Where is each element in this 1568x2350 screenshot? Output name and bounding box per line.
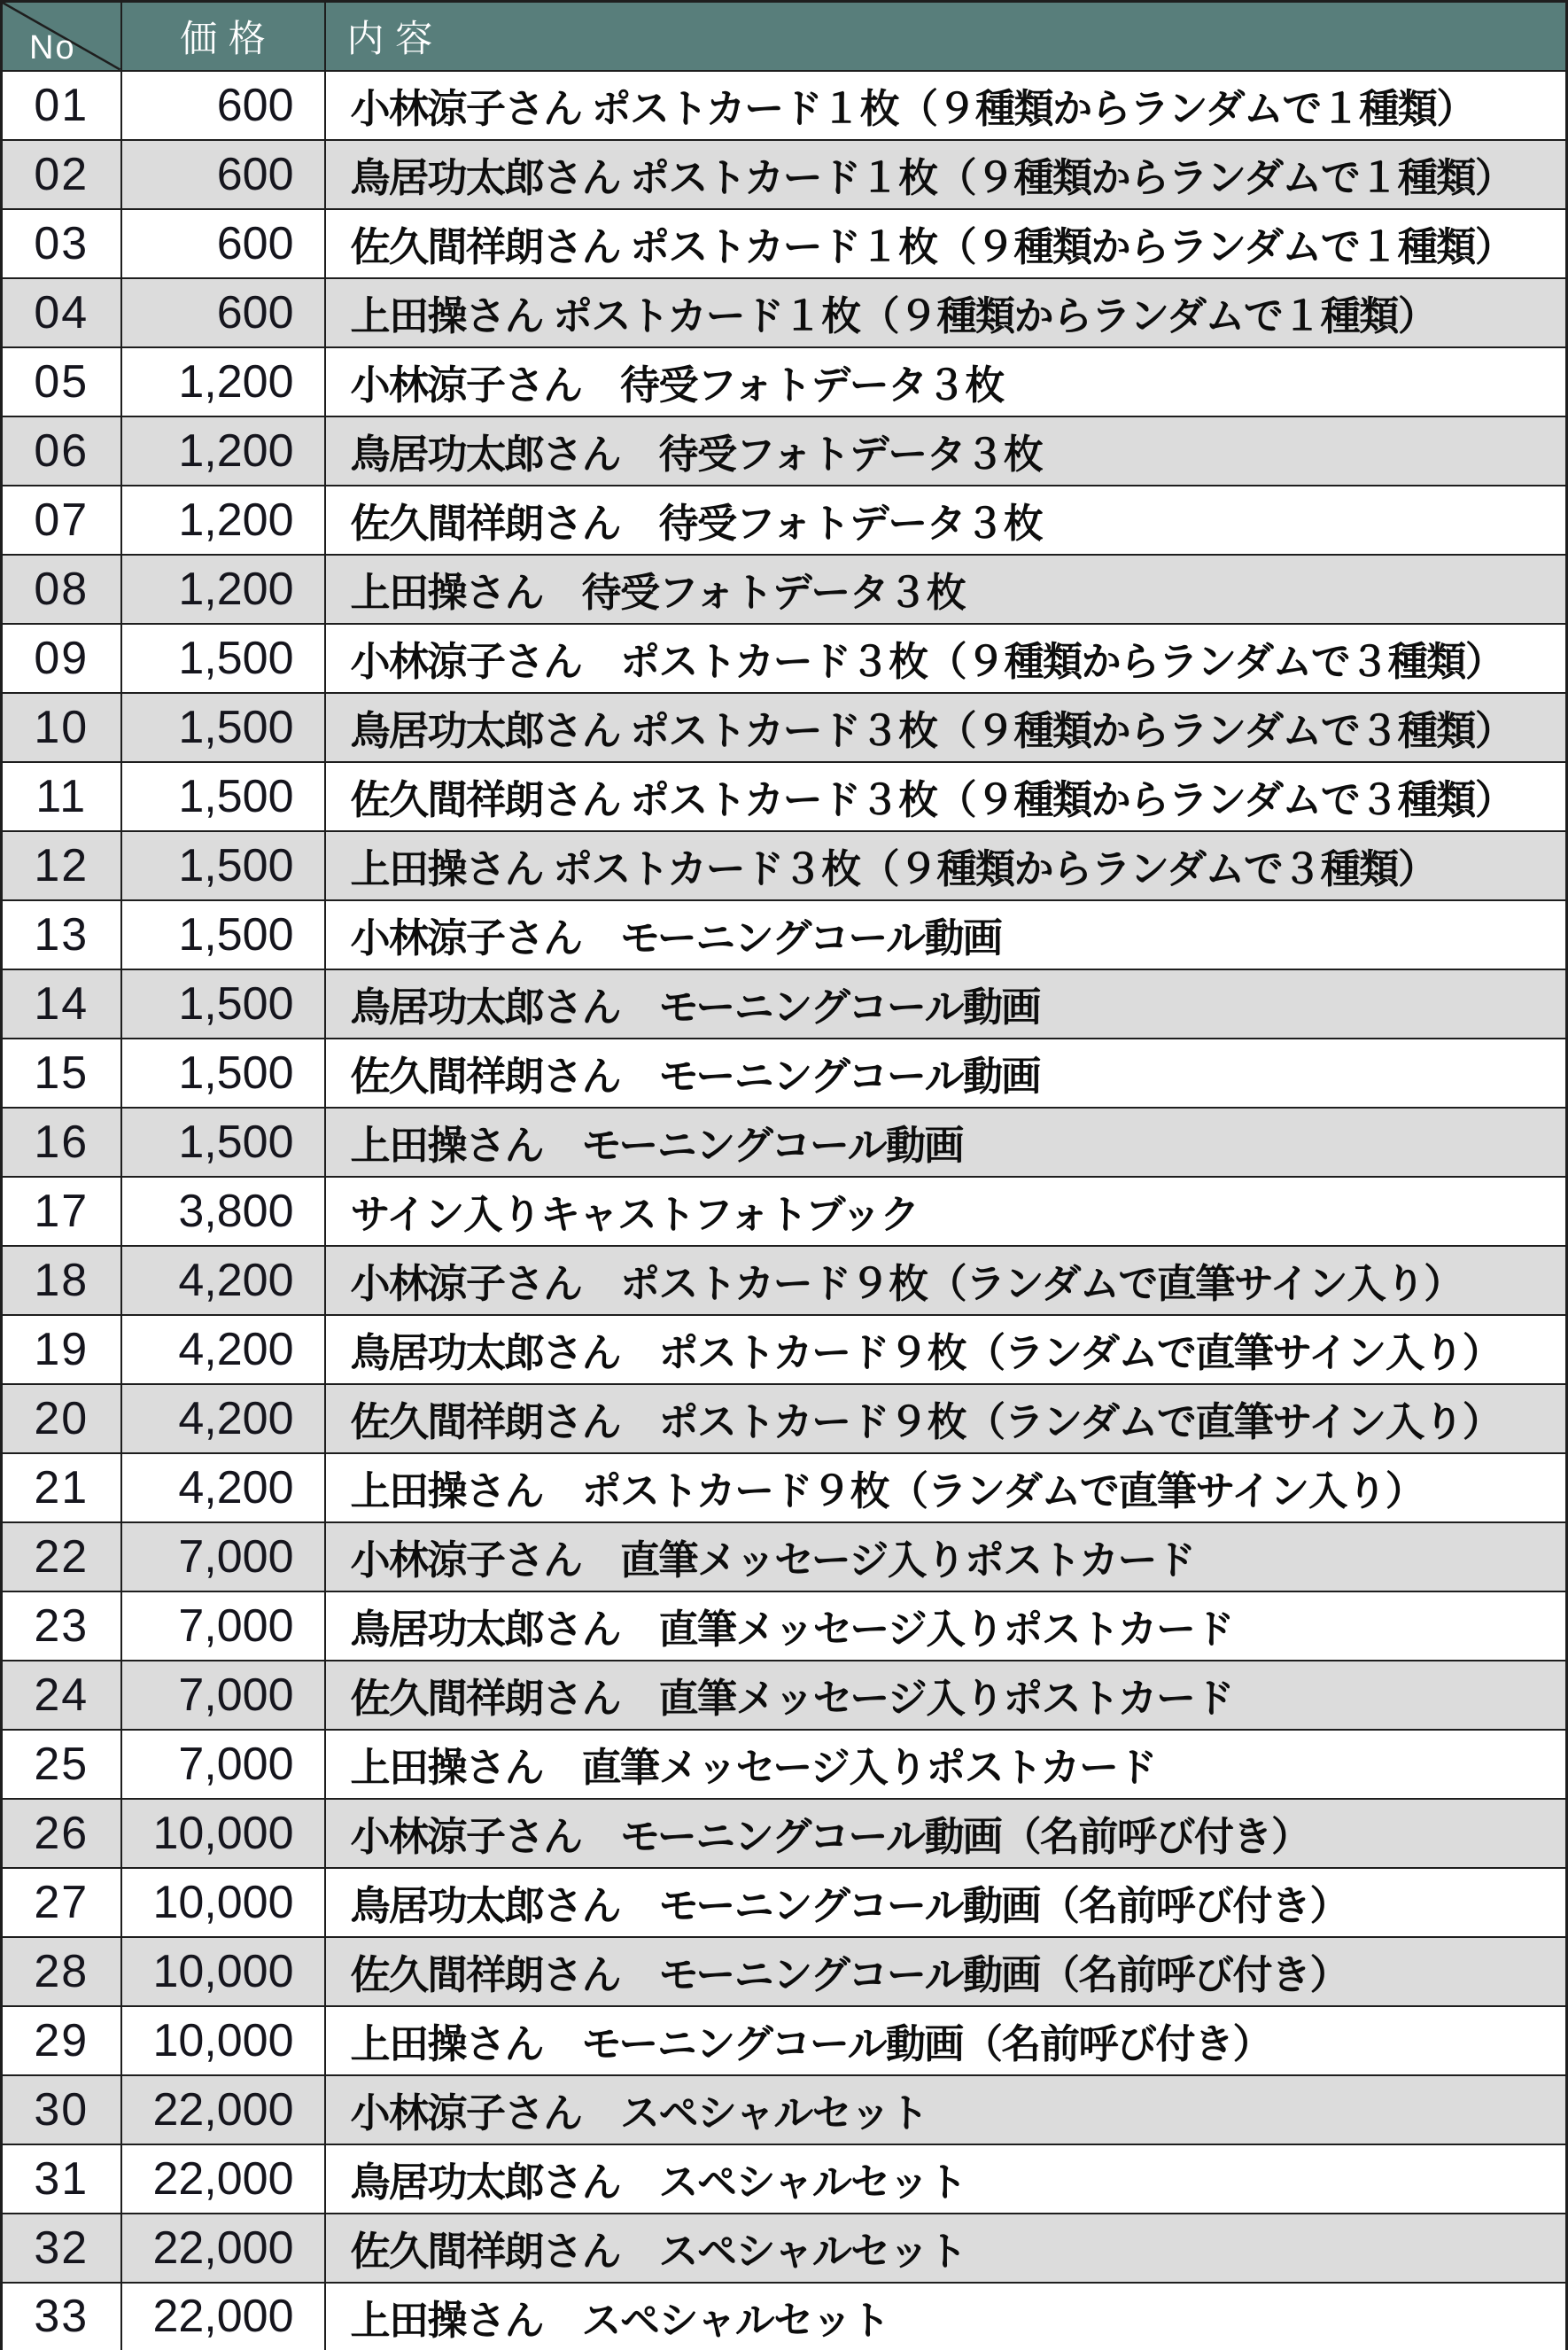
table-row — [2, 1730, 1567, 1799]
row-price: 1,200 — [121, 486, 325, 555]
row-no: 20 — [2, 1384, 121, 1453]
header-price-label: 価格 — [180, 17, 277, 59]
row-price: 10,000 — [121, 1799, 325, 1868]
table-row — [2, 1937, 1567, 2006]
row-no: 04 — [2, 278, 121, 347]
table-row — [2, 762, 1567, 831]
table-row — [2, 1591, 1567, 1661]
row-price: 600 — [121, 278, 325, 347]
header-no-label: No — [29, 28, 76, 66]
row-content: 小林涼子さん スペシャルセット — [325, 2075, 1567, 2144]
row-content: 鳥居功太郎さん ポストカード１枚（９種類からランダムで１種類） — [325, 140, 1567, 209]
table-row — [2, 486, 1567, 555]
row-price: 600 — [121, 209, 325, 278]
row-no: 33 — [2, 2283, 121, 2350]
row-content: 小林涼子さん モーニングコール動画 — [325, 900, 1567, 969]
row-price: 1,500 — [121, 762, 325, 831]
row-no: 15 — [2, 1039, 121, 1108]
row-price: 10,000 — [121, 2006, 325, 2075]
table-row — [2, 347, 1567, 416]
table-row — [2, 1522, 1567, 1591]
row-price: 22,000 — [121, 2214, 325, 2283]
row-no: 07 — [2, 486, 121, 555]
header-content — [325, 2, 1567, 71]
row-no: 19 — [2, 1315, 121, 1384]
row-no: 21 — [2, 1453, 121, 1522]
row-price: 4,200 — [121, 1384, 325, 1453]
row-content: 上田操さん モーニングコール動画 — [325, 1108, 1567, 1177]
row-price: 1,500 — [121, 831, 325, 900]
table-row — [2, 1868, 1567, 1937]
row-no: 13 — [2, 900, 121, 969]
row-no: 30 — [2, 2075, 121, 2144]
table-header — [2, 2, 1567, 71]
row-no: 18 — [2, 1246, 121, 1315]
row-no: 16 — [2, 1108, 121, 1177]
row-content: 小林涼子さん ポストカード９枚（ランダムで直筆サイン入り） — [325, 1246, 1567, 1315]
table-row — [2, 693, 1567, 762]
row-content: 上田操さん 待受フォトデータ３枚 — [325, 555, 1567, 624]
table-row — [2, 2283, 1567, 2350]
table-row — [2, 1453, 1567, 1522]
row-content: 上田操さん ポストカード９枚（ランダムで直筆サイン入り） — [325, 1453, 1567, 1522]
row-no: 12 — [2, 831, 121, 900]
row-price: 7,000 — [121, 1522, 325, 1591]
row-content: 鳥居功太郎さん ポストカード９枚（ランダムで直筆サイン入り） — [325, 1315, 1567, 1384]
row-price: 10,000 — [121, 1868, 325, 1937]
table-row — [2, 1384, 1567, 1453]
row-price: 1,200 — [121, 416, 325, 486]
row-content: 上田操さん モーニングコール動画（名前呼び付き） — [325, 2006, 1567, 2075]
table-row — [2, 278, 1567, 347]
row-price: 600 — [121, 140, 325, 209]
row-content: 鳥居功太郎さん 待受フォトデータ３枚 — [325, 416, 1567, 486]
row-price: 7,000 — [121, 1730, 325, 1799]
row-price: 7,000 — [121, 1591, 325, 1661]
row-price: 7,000 — [121, 1661, 325, 1730]
table-row — [2, 2075, 1567, 2144]
row-content: 佐久間祥朗さん ポストカード１枚（９種類からランダムで１種類） — [325, 209, 1567, 278]
table-row — [2, 2144, 1567, 2214]
row-content: 鳥居功太郎さん ポストカード３枚（９種類からランダムで３種類） — [325, 693, 1567, 762]
row-content: 鳥居功太郎さん モーニングコール動画（名前呼び付き） — [325, 1868, 1567, 1937]
row-no: 03 — [2, 209, 121, 278]
table-row — [2, 624, 1567, 693]
row-no: 17 — [2, 1177, 121, 1246]
row-no: 09 — [2, 624, 121, 693]
row-price: 1,500 — [121, 900, 325, 969]
row-price: 3,800 — [121, 1177, 325, 1246]
row-content: 上田操さん ポストカード１枚（９種類からランダムで１種類） — [325, 278, 1567, 347]
row-content: 佐久間祥朗さん 直筆メッセージ入りポストカード — [325, 1661, 1567, 1730]
row-no: 11 — [2, 762, 121, 831]
table-row — [2, 140, 1567, 209]
table-row — [2, 71, 1567, 140]
table-row — [2, 1108, 1567, 1177]
table-row — [2, 1177, 1567, 1246]
row-content: 小林涼子さん 待受フォトデータ３枚 — [325, 347, 1567, 416]
row-price: 600 — [121, 71, 325, 140]
row-no: 08 — [2, 555, 121, 624]
table-row — [2, 1661, 1567, 1730]
row-content: 佐久間祥朗さん モーニングコール動画 — [325, 1039, 1567, 1108]
row-no: 14 — [2, 969, 121, 1039]
row-content: 小林涼子さん ポストカード３枚（９種類からランダムで３種類） — [325, 624, 1567, 693]
table-row — [2, 416, 1567, 486]
row-price: 10,000 — [121, 1937, 325, 2006]
row-no: 01 — [2, 71, 121, 140]
row-content: 鳥居功太郎さん スペシャルセット — [325, 2144, 1567, 2214]
row-no: 27 — [2, 1868, 121, 1937]
row-price: 1,500 — [121, 693, 325, 762]
row-content: 上田操さん スペシャルセット — [325, 2283, 1567, 2350]
table-row — [2, 831, 1567, 900]
row-price: 1,200 — [121, 555, 325, 624]
table-row — [2, 1039, 1567, 1108]
row-price: 22,000 — [121, 2283, 325, 2350]
row-content: 鳥居功太郎さん モーニングコール動画 — [325, 969, 1567, 1039]
header-row — [2, 2, 1567, 71]
row-content: 佐久間祥朗さん スペシャルセット — [325, 2214, 1567, 2283]
table-row — [2, 1799, 1567, 1868]
table-row — [2, 969, 1567, 1039]
row-no: 29 — [2, 2006, 121, 2075]
row-no: 02 — [2, 140, 121, 209]
row-no: 24 — [2, 1661, 121, 1730]
row-no: 28 — [2, 1937, 121, 2006]
table-row — [2, 209, 1567, 278]
row-price: 1,500 — [121, 1108, 325, 1177]
row-content: サイン入りキャストフォトブック — [325, 1177, 1567, 1246]
row-content: 佐久間祥朗さん ポストカード９枚（ランダムで直筆サイン入り） — [325, 1384, 1567, 1453]
header-content-label: 内容 — [346, 17, 444, 59]
row-price: 4,200 — [121, 1315, 325, 1384]
row-content: 小林涼子さん ポストカード１枚（９種類からランダムで１種類） — [325, 71, 1567, 140]
header-no — [2, 2, 121, 71]
table-row — [2, 1315, 1567, 1384]
row-no: 10 — [2, 693, 121, 762]
row-content: 小林涼子さん モーニングコール動画（名前呼び付き） — [325, 1799, 1567, 1868]
row-content: 上田操さん ポストカード３枚（９種類からランダムで３種類） — [325, 831, 1567, 900]
row-no: 32 — [2, 2214, 121, 2283]
row-price: 1,500 — [121, 969, 325, 1039]
table-body — [2, 71, 1567, 2350]
row-price: 1,500 — [121, 624, 325, 693]
row-content: 佐久間祥朗さん 待受フォトデータ３枚 — [325, 486, 1567, 555]
row-no: 23 — [2, 1591, 121, 1661]
header-price — [121, 2, 325, 71]
row-content: 佐久間祥朗さん ポストカード３枚（９種類からランダムで３種類） — [325, 762, 1567, 831]
row-price: 4,200 — [121, 1453, 325, 1522]
row-no: 31 — [2, 2144, 121, 2214]
row-content: 小林涼子さん 直筆メッセージ入りポストカード — [325, 1522, 1567, 1591]
row-no: 22 — [2, 1522, 121, 1591]
row-content: 佐久間祥朗さん モーニングコール動画（名前呼び付き） — [325, 1937, 1567, 2006]
row-no: 25 — [2, 1730, 121, 1799]
table-row — [2, 1246, 1567, 1315]
row-no: 05 — [2, 347, 121, 416]
row-price: 1,200 — [121, 347, 325, 416]
row-no: 26 — [2, 1799, 121, 1868]
row-content: 鳥居功太郎さん 直筆メッセージ入りポストカード — [325, 1591, 1567, 1661]
table-row — [2, 900, 1567, 969]
row-price: 22,000 — [121, 2075, 325, 2144]
table-row — [2, 2006, 1567, 2075]
table-row — [2, 2214, 1567, 2283]
row-price: 22,000 — [121, 2144, 325, 2214]
row-price: 1,500 — [121, 1039, 325, 1108]
row-content: 上田操さん 直筆メッセージ入りポストカード — [325, 1730, 1567, 1799]
row-no: 06 — [2, 416, 121, 486]
table-row — [2, 555, 1567, 624]
row-price: 4,200 — [121, 1246, 325, 1315]
